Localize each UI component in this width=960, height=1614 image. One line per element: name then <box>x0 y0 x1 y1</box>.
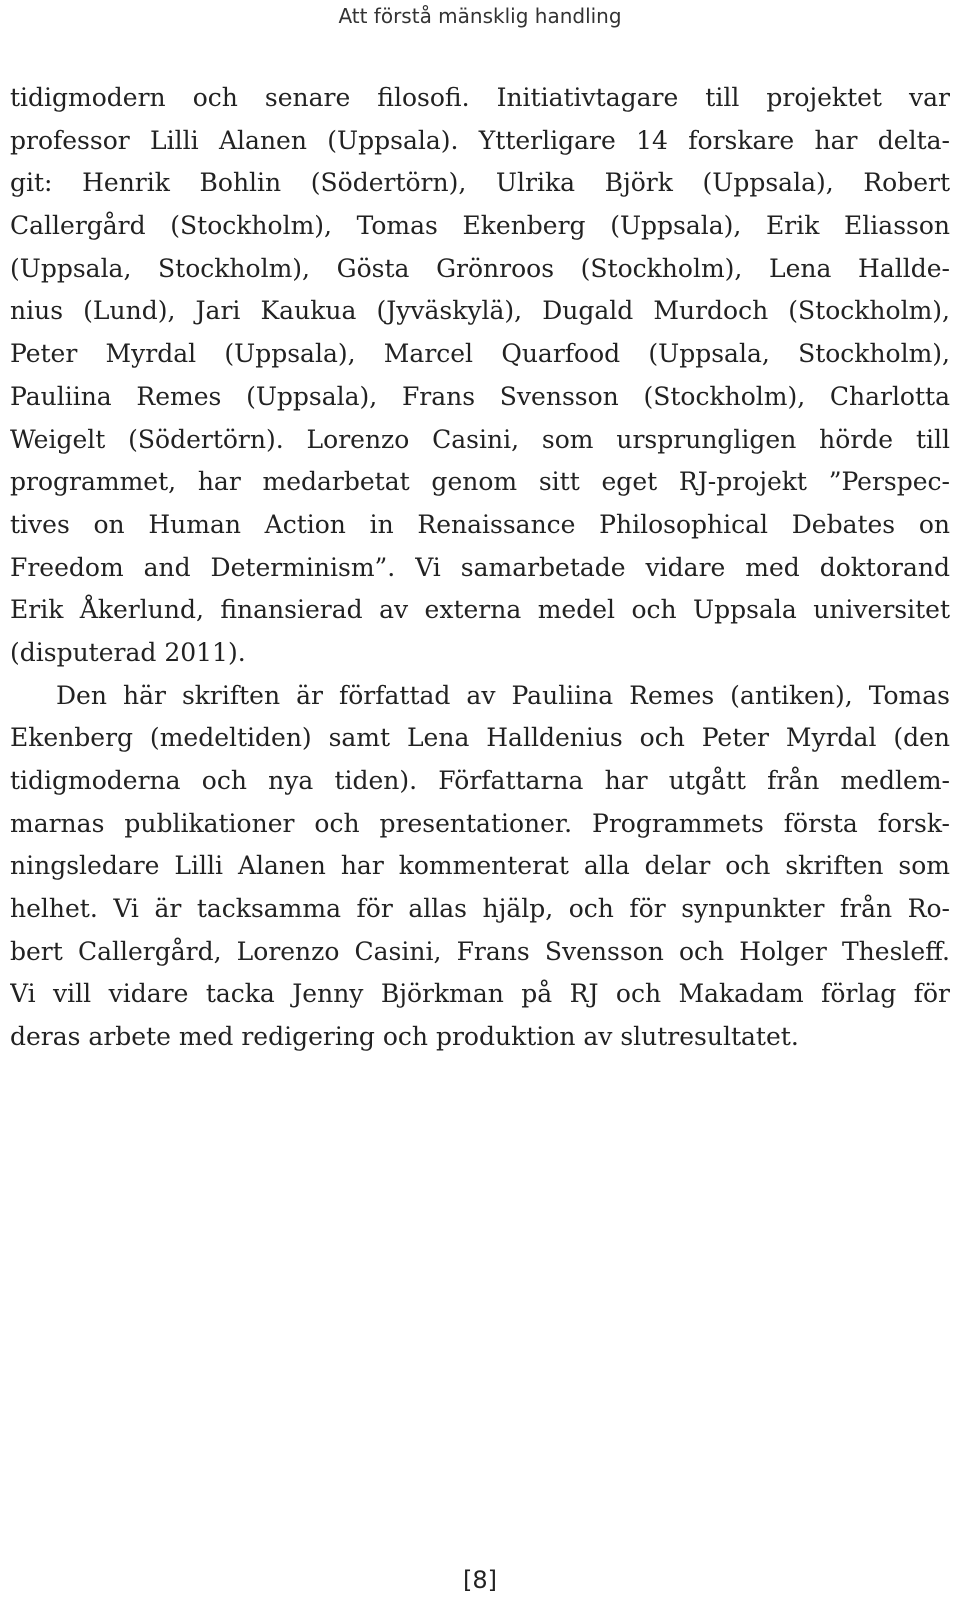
text-line: marnas publikationer och presentationer. Programmets första forsk- <box>10 808 950 838</box>
text-line: Peter Myrdal (Uppsala), Marcel Quarfood (Uppsala, Stockholm), <box>10 339 950 369</box>
text-line: ningsledare Lilli Alanen har kommenterat alla delar och skriften som <box>10 851 950 881</box>
text-line: (Uppsala, Stockholm), Gösta Grönroos (Stockholm), Lena Hallde- <box>10 253 950 283</box>
page-number: [8] <box>463 1566 497 1594</box>
body-text <box>10 77 950 1059</box>
text-line: Ekenberg (medeltiden) samt Lena Halldenius och Peter Myrdal (den <box>10 723 950 753</box>
text-line: bert Callergård, Lorenzo Casini, Frans Svensson och Holger Thesleff. <box>10 936 950 966</box>
text-line: helhet. Vi är tacksamma för allas hjälp, och för synpunkter från Ro- <box>10 894 950 924</box>
text-line: tidigmodern och senare filosofi. Initiativtagare till projektet var <box>10 83 950 112</box>
text-line: tives on Human Action in Renaissance Philosophical Debates on <box>10 509 950 539</box>
text-line: deras arbete med redigering och produktion av slutresultatet. <box>10 1022 799 1052</box>
text-line: nius (Lund), Jari Kaukua (Jyväskylä), Dugald Murdoch (Stockholm), <box>10 296 950 326</box>
paragraph-2 <box>10 675 950 1059</box>
text-line: Den här skriften är författad av Pauliina Remes (antiken), Tomas <box>56 680 950 710</box>
text-line: Freedom and Determinism”. Vi samarbetade vidare med doktorand <box>10 552 950 582</box>
paragraph-1 <box>10 77 950 675</box>
running-head: Att förstå mänsklig handling <box>338 4 622 28</box>
text-line: programmet, har medarbetat genom sitt eget RJ-projekt ”Perspec- <box>10 467 950 497</box>
text-line: Vi vill vidare tacka Jenny Björkman på RJ och Makadam förlag för <box>10 979 950 1009</box>
text-line: Weigelt (Södertörn). Lorenzo Casini, som ursprungligen hörde till <box>10 424 950 454</box>
text-line: tidigmoderna och nya tiden). Författarna har utgått från medlem- <box>10 766 950 795</box>
text-line: (disputerad 2011). <box>10 637 246 667</box>
text-line: Callergård (Stockholm), Tomas Ekenberg (Uppsala), Erik Eliasson <box>10 211 950 241</box>
text-line: Erik Åkerlund, finansierad av externa medel och Uppsala universitet <box>10 595 950 625</box>
text-line: professor Lilli Alanen (Uppsala). Ytterligare 14 forskare har delta- <box>10 125 950 155</box>
text-line: Pauliina Remes (Uppsala), Frans Svensson (Stockholm), Charlotta <box>10 381 950 411</box>
text-line: git: Henrik Bohlin (Södertörn), Ulrika Björk (Uppsala), Robert <box>10 168 950 198</box>
